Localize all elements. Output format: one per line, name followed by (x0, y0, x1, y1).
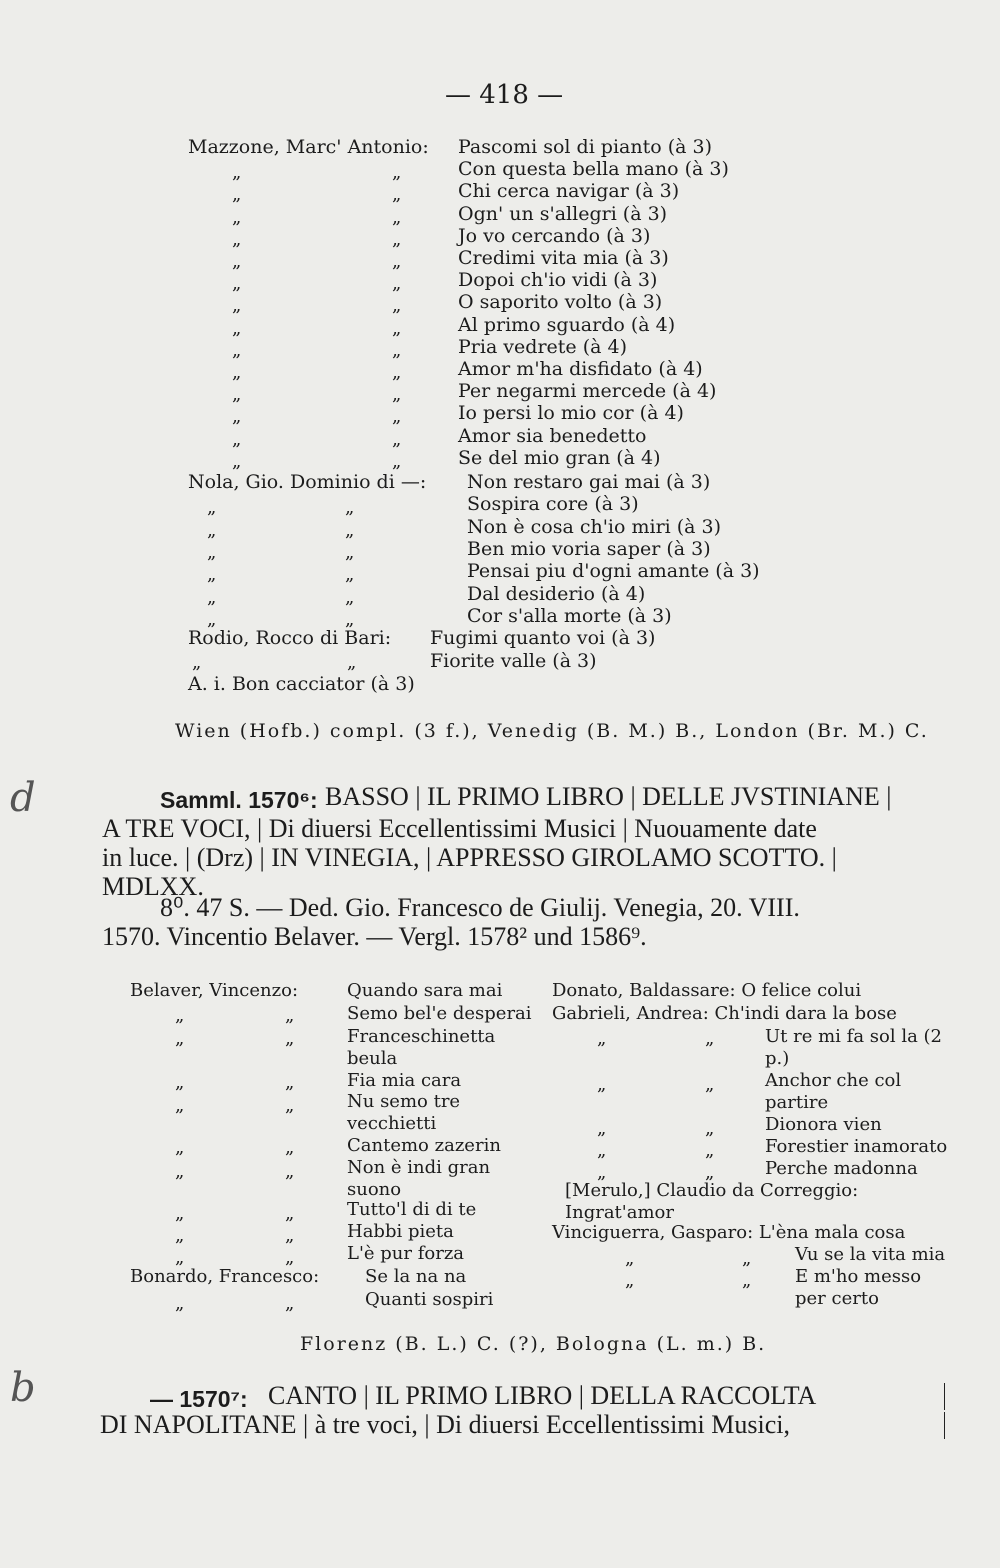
ditto-mark: „ (392, 184, 402, 206)
title-mazzone: Se del mio gran (à 4) (458, 446, 661, 469)
line-end-bar (944, 1412, 945, 1439)
composer-bonardo: Bonardo, Francesco: (130, 1266, 320, 1287)
entry-label: Samml. 1570⁶: (160, 787, 318, 813)
title-mazzone: Pascomi sol di pianto (à 3) (458, 136, 713, 158)
entry-line: DI NAPOLITANE | à tre voci, | Di diuersi Eccellentissimi Musici, (100, 1410, 790, 1439)
ditto-mark: „ (232, 295, 242, 317)
entry-line: MDLXX. (102, 872, 204, 901)
title-nola: Cor s'alla morte (à 3) (467, 604, 672, 627)
ditto-mark: „ (345, 541, 355, 563)
title-mazzone: Amor sia benedetto (458, 424, 647, 447)
ditto-mark: „ (597, 1028, 607, 1049)
line-end-bar (944, 1383, 945, 1410)
ditto-mark: „ (175, 1293, 185, 1314)
ditto-mark: „ (392, 339, 402, 361)
ditto-mark: „ (625, 1270, 635, 1291)
entry-line: 1570. Vincentio Belaver. — Vergl. 1578² und 1586⁹. (102, 922, 647, 951)
ditto-mark: „ (345, 608, 355, 630)
title-rodio-2: Fiorite valle (à 3) (430, 650, 597, 672)
ditto-mark: „ (232, 384, 242, 406)
ditto-mark: „ (392, 273, 402, 295)
ditto-mark: „ (285, 1028, 295, 1049)
composer-vinciguerra: Vinciguerra, Gasparo: L'èna mala cosa (552, 1222, 906, 1243)
ditto-mark: „ (232, 184, 242, 206)
title-mazzone: Dopoi ch'io vidi (à 3) (458, 269, 658, 292)
ditto-mark: „ (232, 228, 242, 250)
title-mazzone: Credimi vita mia (à 3) (458, 247, 669, 269)
title-nola: Ben mio voria saper (à 3) (467, 537, 711, 560)
title-nola: Non è cosa ch'io miri (à 3) (467, 515, 722, 538)
ditto-mark: „ (392, 317, 402, 339)
ditto-mark: „ (175, 1005, 185, 1026)
title-mazzone: Io persi lo mio cor (à 4) (458, 402, 684, 425)
ditto-mark: „ (232, 428, 242, 450)
title: Quanti sospiri (365, 1289, 494, 1310)
ditto-mark: „ (232, 317, 242, 339)
composer-merulo: [Merulo,] Claudio da Correggio: Ingrat'amor (565, 1180, 859, 1223)
ditto-mark: „ (192, 652, 202, 673)
margin-note-b: b (10, 1365, 36, 1411)
ditto-mark: „ (232, 450, 242, 472)
ditto-mark: „ (597, 1162, 607, 1183)
ditto-mark: „ (232, 406, 242, 428)
ditto-mark: „ (175, 1072, 185, 1093)
anon-entry: A. i. Bon cacciator (à 3) (188, 673, 415, 695)
ditto-mark: „ (742, 1248, 752, 1269)
ditto-mark: „ (232, 339, 242, 361)
entry-line: in luce. | (Drz) | IN VINEGIA, | APPRESSO GIROLAMO SCOTTO. | (102, 843, 837, 872)
ditto-mark: „ (345, 519, 355, 541)
ditto-mark: „ (392, 406, 402, 428)
ditto-mark: „ (705, 1162, 715, 1183)
margin-note-d: d (10, 775, 36, 821)
ditto-mark: „ (207, 564, 217, 586)
ditto-mark: „ (705, 1028, 715, 1049)
title-mazzone: Al primo sguardo (à 4) (458, 313, 676, 336)
composer-mazzone: Mazzone, Marc' Antonio: (188, 136, 429, 158)
title: Semo bel'e desperai (347, 1003, 532, 1024)
ditto-mark: „ (175, 1161, 185, 1182)
title: Franceschinetta beula (347, 1026, 496, 1069)
ditto-mark: „ (175, 1137, 185, 1158)
ditto-mark: „ (392, 428, 402, 450)
title: Habbi pieta (347, 1221, 454, 1242)
page-number: — 418 — (445, 80, 564, 110)
ditto-mark: „ (285, 1005, 295, 1026)
title-mazzone: Per negarmi mercede (à 4) (458, 380, 717, 403)
ditto-mark: „ (392, 228, 402, 250)
ditto-mark: „ (345, 564, 355, 586)
title-rodio-1: Fugimi quanto voi (à 3) (430, 627, 656, 649)
ditto-mark: „ (207, 586, 217, 608)
title-nola: Non restaro gai mai (à 3) (467, 471, 711, 493)
title: Cantemo zazerin (347, 1135, 501, 1156)
entry-line: CANTO | IL PRIMO LIBRO | DELLA RACCOLTA (268, 1381, 817, 1410)
ditto-mark: „ (175, 1203, 185, 1224)
title-nola: Dal desiderio (à 4) (467, 582, 646, 605)
title: Dionora vien (765, 1114, 882, 1135)
ditto-mark: „ (285, 1225, 295, 1246)
title: Se la na na (365, 1266, 467, 1287)
title: Tutto'l di di te (347, 1199, 477, 1220)
title-mazzone: Chi cerca navigar (à 3) (458, 180, 680, 203)
ditto-mark: „ (705, 1118, 715, 1139)
ditto-mark: „ (232, 362, 242, 383)
title: Quando sara mai (347, 980, 503, 1001)
ditto-mark: „ (625, 1248, 635, 1269)
ditto-mark: „ (392, 450, 402, 472)
title: Non è indi gran suono (347, 1157, 491, 1200)
title: Anchor che col partire (765, 1070, 902, 1113)
title-mazzone: Pria vedrete (à 4) (458, 335, 627, 358)
title: Ut re mi fa sol la (2 p.) (765, 1026, 943, 1069)
composer-nola: Nola, Gio. Dominio di —: (188, 471, 427, 493)
composer-gabrieli: Gabrieli, Andrea: Ch'indi dara la bose (552, 1003, 897, 1024)
ditto-mark: „ (232, 206, 242, 228)
ditto-mark: „ (285, 1203, 295, 1224)
ditto-mark: „ (705, 1074, 715, 1095)
ditto-mark: „ (392, 251, 402, 272)
title-mazzone: Jo vo cercando (à 3) (458, 224, 651, 247)
ditto-mark: „ (392, 295, 402, 317)
ditto-mark: „ (597, 1118, 607, 1139)
ditto-mark: „ (285, 1161, 295, 1182)
title-mazzone: O saporito volto (à 3) (458, 291, 663, 314)
entry-label: — 1570⁷: (150, 1386, 248, 1412)
ditto-mark: „ (705, 1140, 715, 1161)
library-locations-2: Florenz (B. L.) C. (?), Bologna (L. m.) B. (300, 1333, 767, 1355)
title: L'è pur forza (347, 1243, 465, 1264)
ditto-mark: „ (597, 1074, 607, 1095)
ditto-mark: „ (392, 362, 402, 383)
title: Forestier inamorato (765, 1136, 948, 1157)
title-mazzone: Con questa bella mano (à 3) (458, 158, 729, 181)
ditto-mark: „ (742, 1270, 752, 1291)
library-locations-1: Wien (Hofb.) compl. (3 f.), Venedig (B. M.) B., London (Br. M.) C. (175, 720, 929, 742)
ditto-mark: „ (232, 273, 242, 295)
ditto-mark: „ (285, 1247, 295, 1268)
entry-line: A TRE VOCI, | Di diuersi Eccellentissimi Musici | Nuouamente date (102, 814, 817, 843)
ditto-mark: „ (392, 206, 402, 228)
ditto-mark: „ (175, 1095, 185, 1116)
title-mazzone: Amor m'ha disfidato (à 4) (458, 358, 703, 380)
ditto-mark: „ (392, 384, 402, 406)
composer-belaver: Belaver, Vincenzo: (130, 980, 299, 1001)
composer-rodio: Rodio, Rocco di Bari: (188, 627, 392, 649)
ditto-mark: „ (232, 162, 242, 184)
entry-line: 8⁰. 47 S. — Ded. Gio. Francesco de Giulij. Venegia, 20. VIII. (160, 893, 800, 922)
ditto-mark: „ (285, 1095, 295, 1116)
title-mazzone: Ogn' un s'allegri (à 3) (458, 202, 668, 225)
title: E m'ho messo per certo (795, 1266, 922, 1309)
title: Nu semo tre vecchietti (347, 1091, 461, 1134)
ditto-mark: „ (207, 541, 217, 563)
ditto-mark: „ (285, 1293, 295, 1314)
title-nola: Sospira core (à 3) (467, 493, 639, 516)
ditto-mark: „ (207, 519, 217, 541)
ditto-mark: „ (175, 1028, 185, 1049)
ditto-mark: „ (207, 608, 217, 630)
ditto-mark: „ (347, 652, 357, 673)
ditto-mark: „ (285, 1137, 295, 1158)
title: Fia mia cara (347, 1070, 462, 1091)
entry-line: BASSO | IL PRIMO LIBRO | DELLE JVSTINIANE | (325, 782, 892, 811)
title-nola: Pensai piu d'ogni amante (à 3) (467, 560, 760, 583)
ditto-mark: „ (175, 1225, 185, 1246)
composer-donato: Donato, Baldassare: O felice colui (552, 980, 862, 1001)
ditto-mark: „ (285, 1072, 295, 1093)
ditto-mark: „ (597, 1140, 607, 1161)
ditto-mark: „ (207, 497, 217, 519)
ditto-mark: „ (392, 162, 402, 184)
ditto-mark: „ (345, 497, 355, 519)
title: Perche madonna (765, 1158, 918, 1179)
ditto-mark: „ (175, 1247, 185, 1268)
title: Vu se la vita mia (795, 1244, 946, 1265)
ditto-mark: „ (345, 586, 355, 608)
ditto-mark: „ (232, 251, 242, 272)
